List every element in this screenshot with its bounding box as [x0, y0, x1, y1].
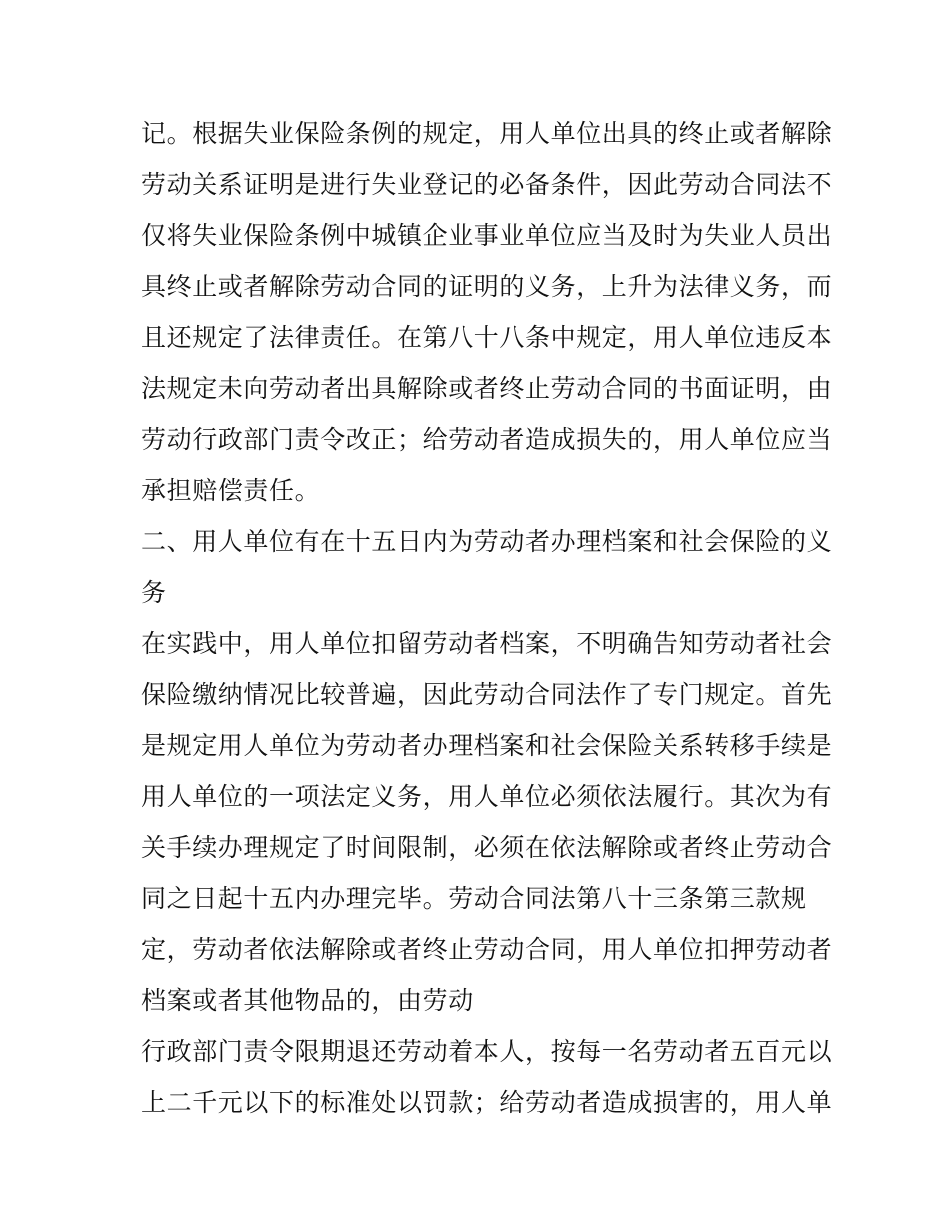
text-line: 关手续办理规定了时间限制，必须在依法解除或者终止劳动合: [141, 833, 833, 862]
text-line: 劳动关系证明是进行失业登记的必备条件，因此劳动合同法不: [141, 170, 833, 199]
text-line: 承担赔偿责任。: [141, 476, 321, 505]
text-line: 劳动行政部门责令改正；给劳动者造成损失的，用人单位应当: [141, 425, 833, 454]
text-line: 档案或者其他物品的，由劳动: [141, 986, 474, 1015]
text-line: 用人单位的一项法定义务，用人单位必须依法履行。其次为有: [141, 782, 833, 811]
section-heading-line: 二、用人单位有在十五日内为劳动者办理档案和社会保险的义: [141, 527, 833, 556]
text-line: 且还规定了法律责任。在第八十八条中规定，用人单位违反本: [141, 323, 833, 352]
text-line: 行政部门责令限期退还劳动着本人，按每一名劳动者五百元以: [141, 1037, 833, 1066]
text-line: 同之日起十五内办理完毕。劳动合同法第八十三条第三款规: [141, 884, 807, 913]
text-line: 定，劳动者依法解除或者终止劳动合同，用人单位扣押劳动者: [141, 935, 833, 964]
text-line: 是规定用人单位为劳动者办理档案和社会保险关系转移手续是: [141, 731, 833, 760]
text-line: 保险缴纳情况比较普遍，因此劳动合同法作了专门规定。首先: [141, 680, 833, 709]
section-heading-line: 务: [141, 578, 167, 607]
text-line: 上二千元以下的标准处以罚款；给劳动者造成损害的，用人单: [141, 1088, 833, 1117]
text-line: 法规定未向劳动者出具解除或者终止劳动合同的书面证明，由: [141, 374, 833, 403]
text-line: 在实践中，用人单位扣留劳动者档案，不明确告知劳动者社会: [141, 629, 833, 658]
document-body: [141, 108, 833, 1128]
text-line: 仅将失业保险条例中城镇企业事业单位应当及时为失业人员出: [141, 221, 833, 250]
text-line: 记。根据失业保险条例的规定，用人单位出具的终止或者解除: [141, 119, 833, 148]
text-line: 具终止或者解除劳动合同的证明的义务，上升为法律义务，而: [141, 272, 833, 301]
